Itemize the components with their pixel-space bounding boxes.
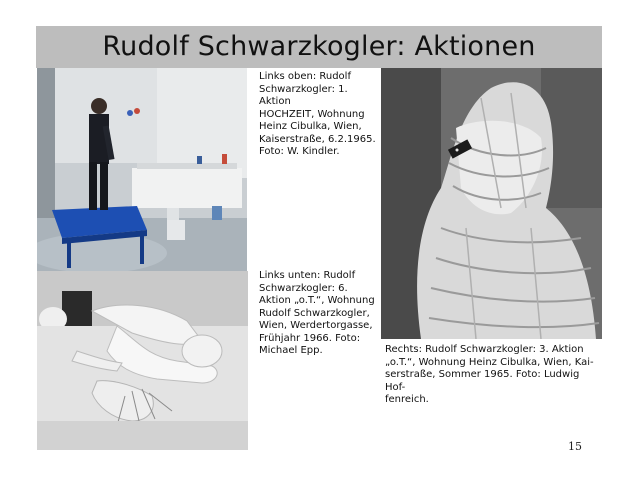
caption-right: Rechts: Rudolf Schwarzkogler: 3. Aktion „o.T.“, Wohnung Heinz Cibulka, Wien, Kai- serstraße, Sommer 1965. Foto: Ludwig Hof- fenreich. xyxy=(385,344,594,405)
slide-title: Rudolf Schwarzkogler: Aktionen xyxy=(102,31,536,62)
photo-wedding-action xyxy=(37,68,247,271)
caption-top-left: Links oben: Rudolf Schwarzkogler: 1. Aktion HOCHZEIT, Wohnung Heinz Cibulka, Wien, Kaiserstraße, 6.2.1965. Foto: W. Kindler. xyxy=(259,71,376,157)
photo-action-six xyxy=(37,271,248,450)
title-bar xyxy=(36,26,602,68)
caption-bottom-left: Links unten: Rudolf Schwarzkogler: 6. Aktion „o.T.“, Wohnung Rudolf Schwarzkogler, Wien, Werdertorgasse, Frühjahr 1966. Foto: Michael Epp. xyxy=(259,270,375,356)
photo-action-three xyxy=(381,68,602,339)
page-number: 15 xyxy=(568,440,582,453)
